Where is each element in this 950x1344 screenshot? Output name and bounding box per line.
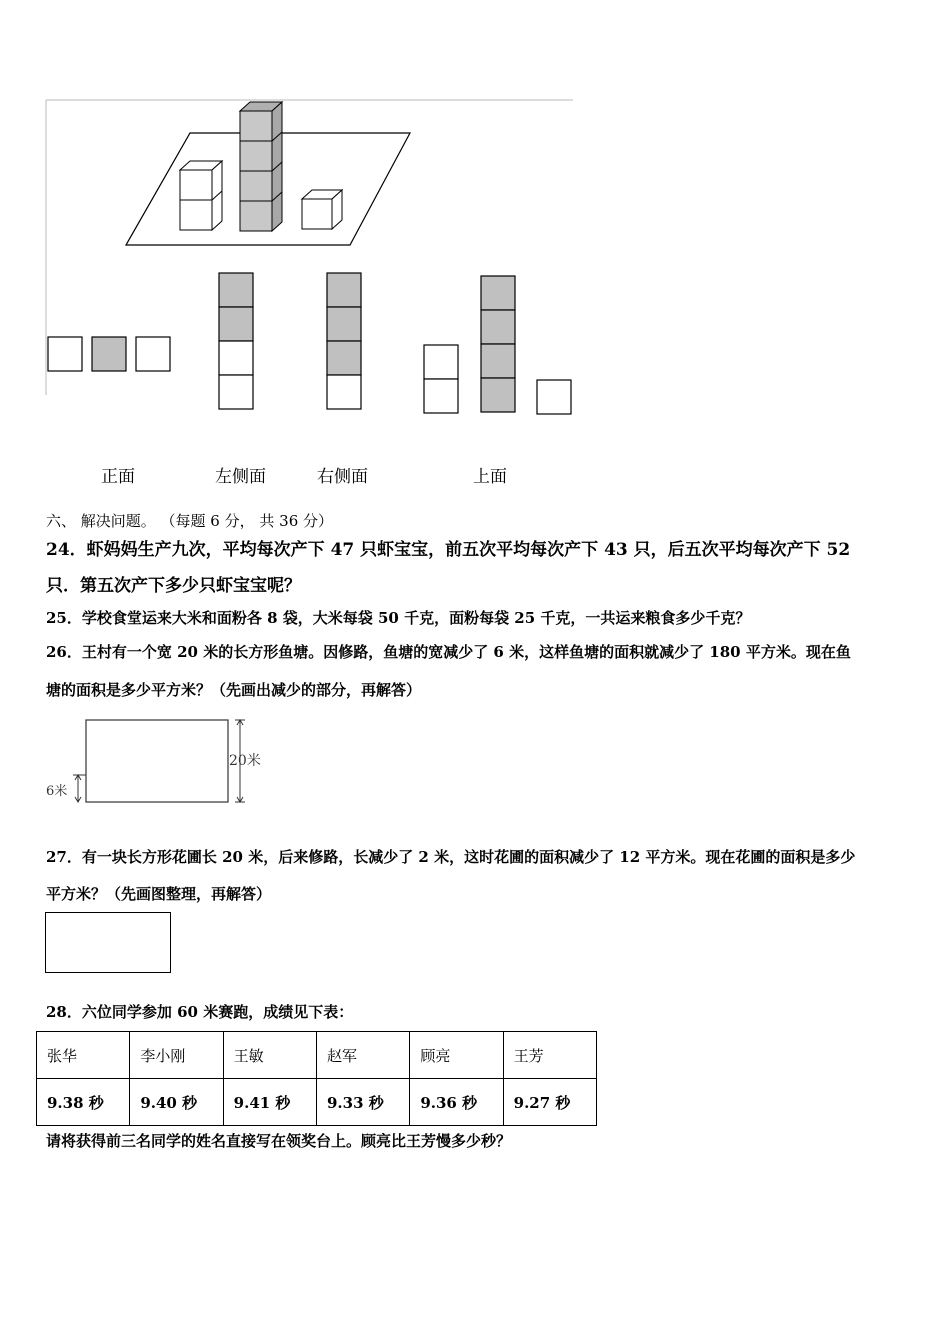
left-side-view-label: 左侧面 bbox=[215, 467, 266, 487]
question-27-line-1: 27．有一块长方形花圃长 20 米，后来修路，长减少了 2 米，这时花圃的面积减少了 12 平方米。现在花圃的面积是多少 bbox=[46, 848, 856, 866]
name-cell: 李小刚 bbox=[130, 1032, 223, 1079]
time-cell: 9.38 秒 bbox=[37, 1079, 130, 1126]
pond-width-label: 20米 bbox=[229, 753, 261, 769]
section-title: 六、 解决问题。 （每题 6 分， 共 36 分） bbox=[46, 512, 334, 530]
pond-rectangle bbox=[86, 720, 228, 802]
front-view bbox=[48, 337, 170, 371]
question-26-line-2: 塘的面积是多少平方米？（先画出减少的部分，再解答） bbox=[46, 681, 422, 699]
name-cell: 顾亮 bbox=[410, 1032, 503, 1079]
pond-reduced-label: 6米 bbox=[46, 784, 68, 799]
question-28: 28．六位同学参加 60 米赛跑，成绩见下表： bbox=[46, 1003, 354, 1021]
question-28-followup: 请将获得前三名同学的姓名直接写在领奖台上。顾亮比王芳慢多少秒？ bbox=[46, 1132, 512, 1150]
time-cell: 9.36 秒 bbox=[410, 1079, 503, 1126]
left-side-view bbox=[219, 273, 253, 409]
question-24-line-2: 只．第五次产下多少只虾宝宝呢？ bbox=[46, 576, 301, 596]
name-cell: 张华 bbox=[37, 1032, 130, 1079]
time-cell: 9.40 秒 bbox=[130, 1079, 223, 1126]
left-stack bbox=[180, 161, 222, 230]
question-24-line-1: 24．虾妈妈生产九次，平均每次产下 47 只虾宝宝，前五次平均每次产下 43 只，后五次平均每次产下 52 bbox=[46, 540, 851, 560]
names-row bbox=[37, 1032, 597, 1079]
question-27-line-2: 平方米？（先画图整理，再解答） bbox=[46, 885, 272, 903]
projection-views bbox=[40, 270, 580, 420]
times-row bbox=[37, 1079, 597, 1126]
time-cell: 9.27 秒 bbox=[503, 1079, 596, 1126]
results-table bbox=[36, 1031, 597, 1126]
question-25: 25．学校食堂运来大米和面粉各 8 袋，大米每袋 50 千克，面粉每袋 25 千克，一共运来粮食多少千克？ bbox=[46, 609, 751, 627]
right-side-view-label: 右侧面 bbox=[317, 467, 368, 487]
name-cell: 赵军 bbox=[316, 1032, 409, 1079]
top-view bbox=[424, 276, 571, 414]
garden-drawing-box bbox=[45, 912, 171, 973]
question-26-line-1: 26．王村有一个宽 20 米的长方形鱼塘。因修路，鱼塘的宽减少了 6 米，这样鱼塘的面积就减少了 180 平方米。现在鱼 bbox=[46, 643, 851, 661]
single-cube bbox=[302, 190, 342, 229]
front-view-label: 正面 bbox=[101, 467, 135, 487]
time-cell: 9.41 秒 bbox=[223, 1079, 316, 1126]
time-cell: 9.33 秒 bbox=[316, 1079, 409, 1126]
tall-stack bbox=[240, 102, 282, 231]
right-side-view bbox=[327, 273, 361, 409]
name-cell: 王芳 bbox=[503, 1032, 596, 1079]
name-cell: 王敏 bbox=[223, 1032, 316, 1079]
top-view-label: 上面 bbox=[473, 467, 507, 487]
